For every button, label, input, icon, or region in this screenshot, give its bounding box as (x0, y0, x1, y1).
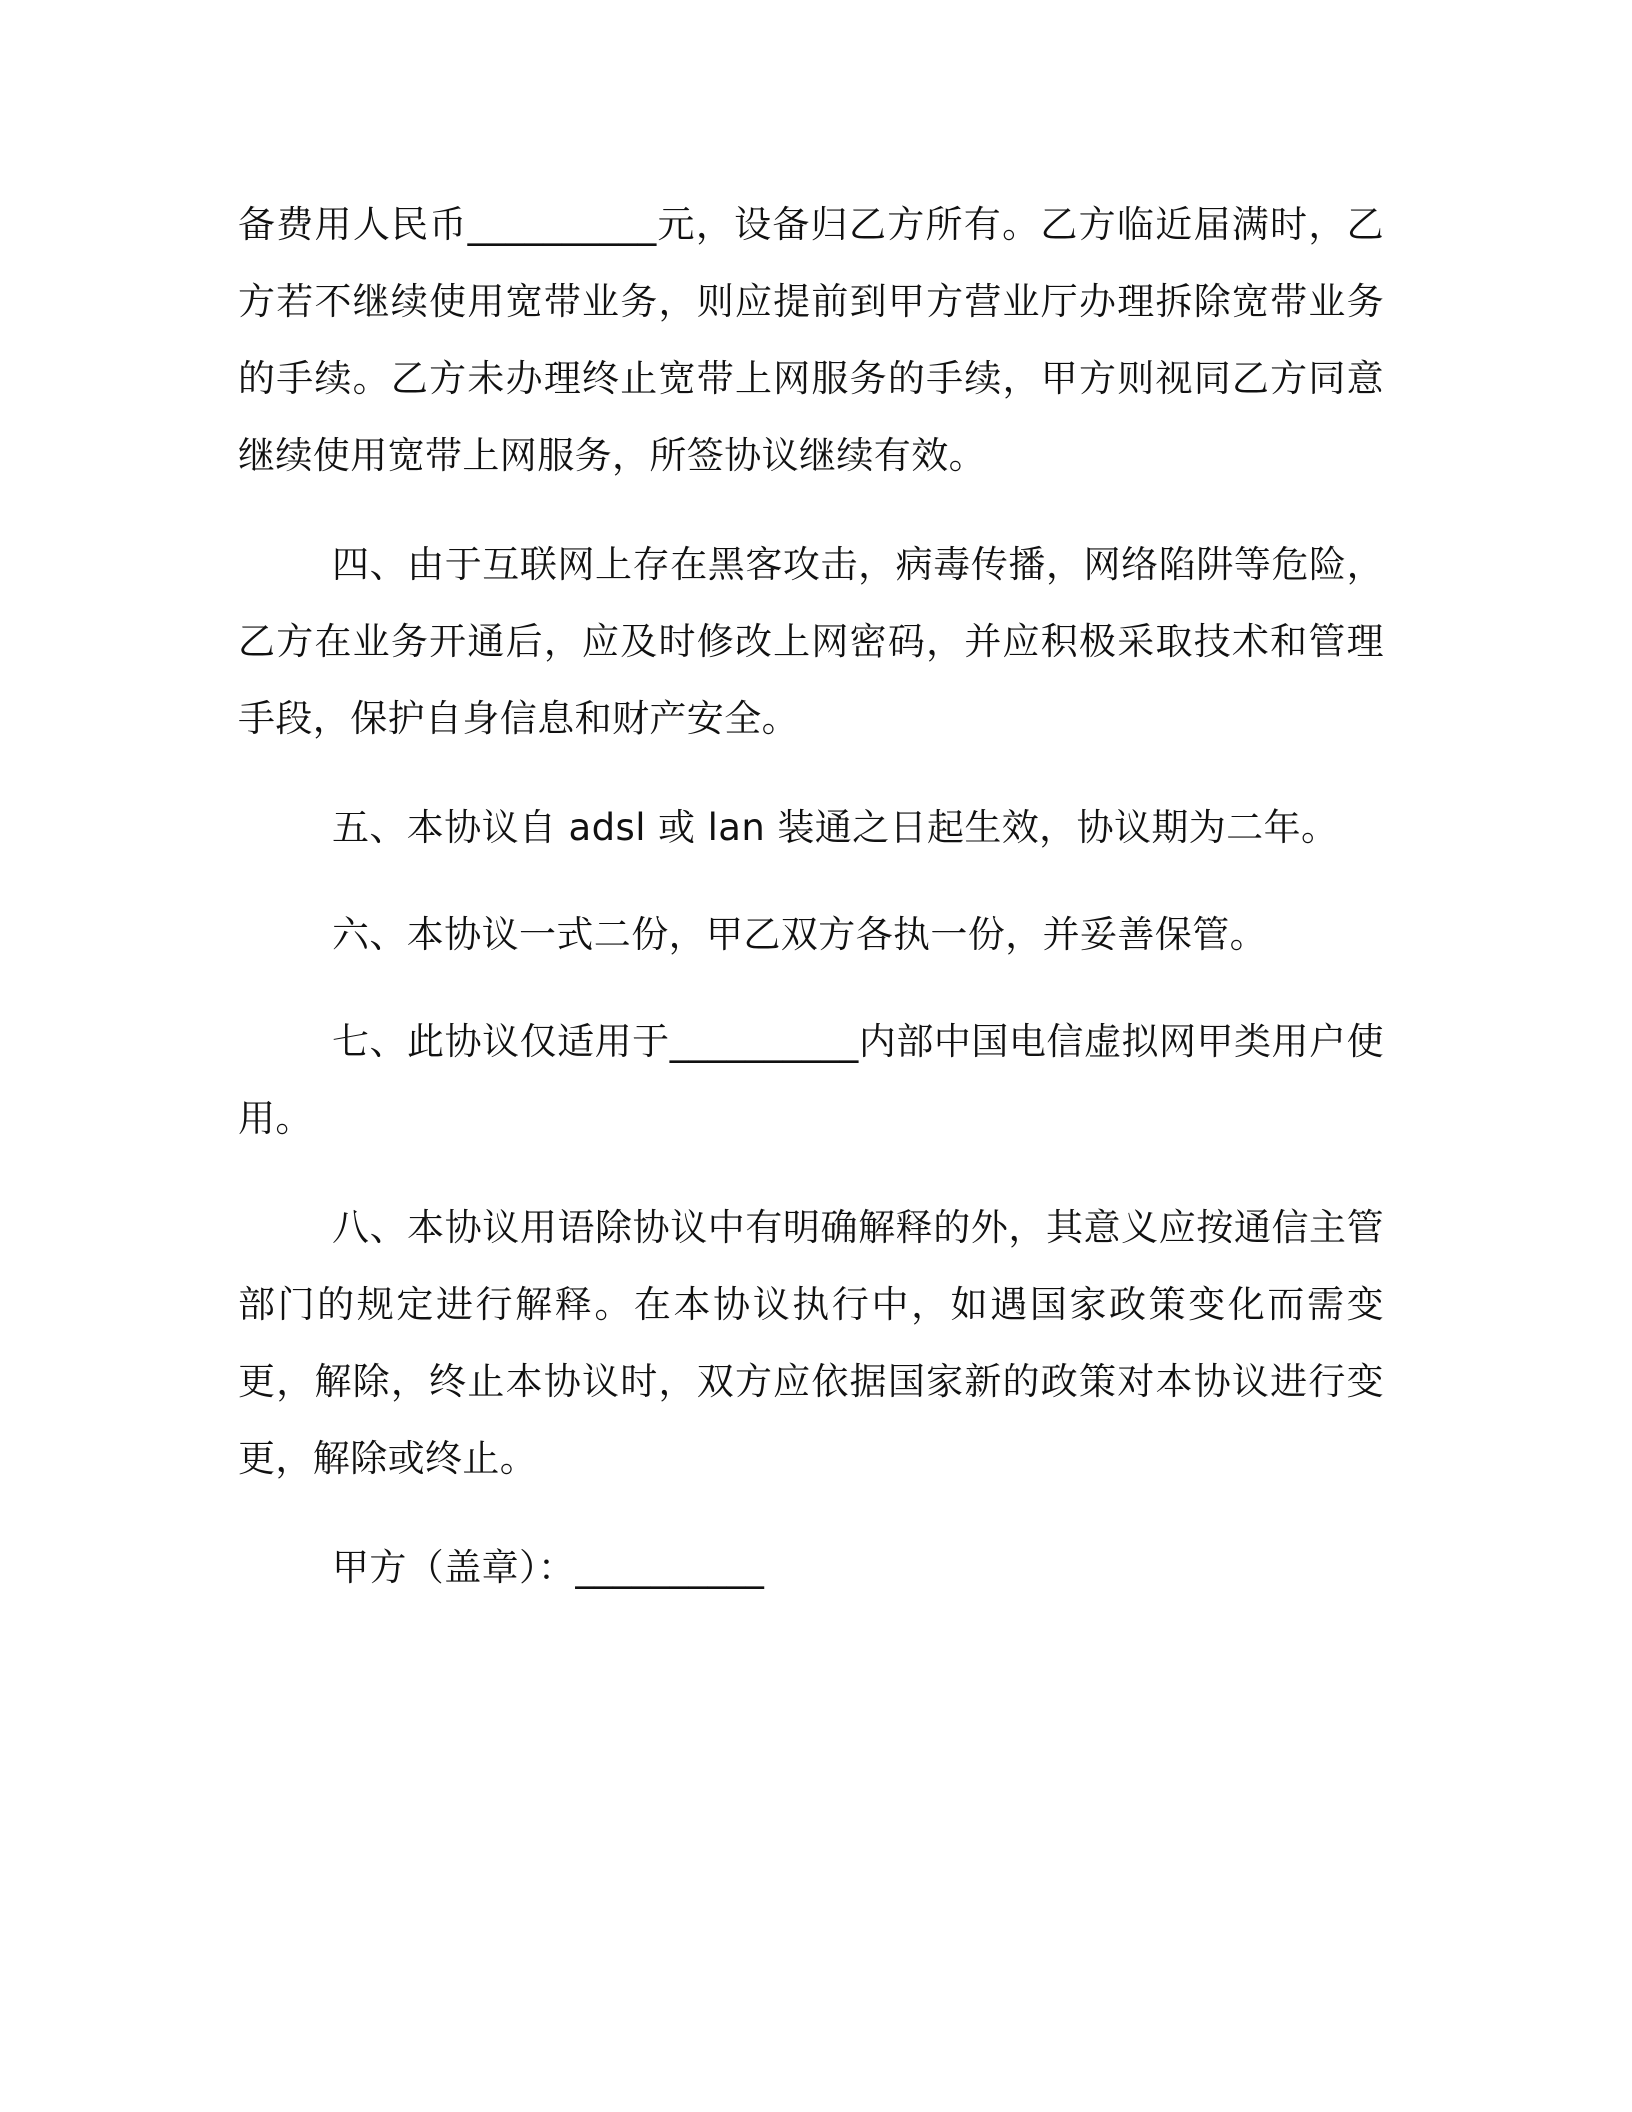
clause-five: 五、本协议自 adsl 或 lan 装通之日起生效，协议期为二年。 (332, 806, 1339, 849)
clause-eight: 八、本协议用语除协议中有明确解释的外，其意义应按通信主管部门的规定进行解释。在本协议执行中，如遇国家政策变化而需变更，解除，终止本协议时，双方应依据国家新的政策对本协议进行变更，解除或终止。 (238, 1206, 1384, 1480)
party-a-seal-label: 甲方（盖章）： (332, 1546, 576, 1589)
paragraph-spacer (238, 866, 1384, 896)
paragraph-spacer (238, 1157, 1384, 1189)
clause-six: 六、本协议一式二份，甲乙双方各执一份，并妥善保管。 (332, 913, 1267, 956)
paragraph-continuation: 备费用人民币__________元，设备归乙方所有。乙方临近届满时，乙方若不继续使用宽带业务，则应提前到甲方营业厅办理拆除宽带业务的手续。乙方未办理终止宽带上网服务的手续，甲方则视同乙方同意继续使用宽带上网服务，所签协议继续有效。 (238, 203, 1384, 477)
paragraph-spacer (238, 1497, 1384, 1529)
document-body (238, 186, 1384, 1606)
paragraph-spacer (238, 494, 1384, 526)
clause-seven: 七、此协议仅适用于__________内部中国电信虚拟网甲类用户使用。 (238, 1020, 1384, 1140)
party-a-seal-blank: __________ (575, 1546, 765, 1589)
clause-four: 四、由于互联网上存在黑客攻击，病毒传播，网络陷阱等危险，乙方在业务开通后，应及时修改上网密码，并应积极采取技术和管理手段，保护自身信息和财产安全。 (238, 543, 1384, 740)
paragraph-spacer (238, 757, 1384, 789)
party-a-signature-line (238, 1529, 1384, 1606)
paragraph-spacer (238, 973, 1384, 1003)
